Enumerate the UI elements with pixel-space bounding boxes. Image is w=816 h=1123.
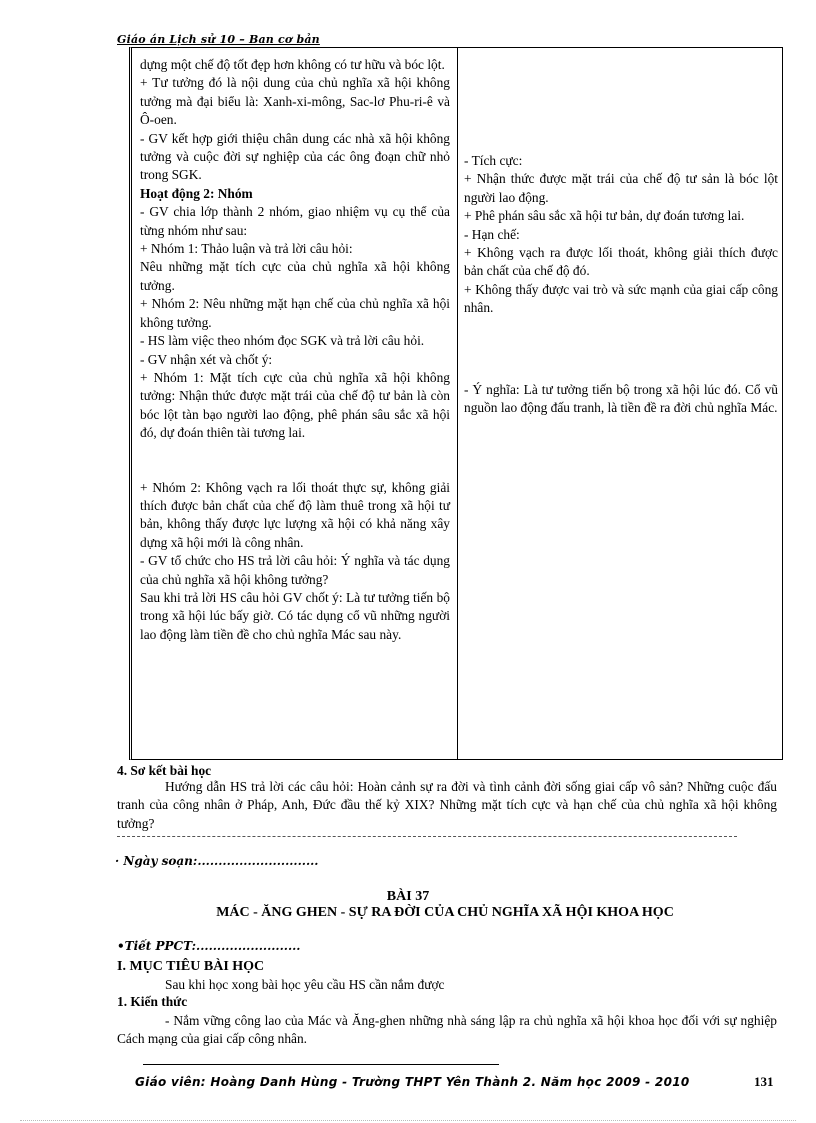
- table-right-item: + Phê phán sâu sắc xã hội tư bản, dự đoán tương lai.: [464, 208, 745, 224]
- lesson-table: [129, 47, 783, 760]
- activity-heading: Hoạt động 2: Nhóm: [140, 185, 253, 201]
- table-right-item: - Tích cực:: [464, 153, 523, 168]
- table-left-item: dựng một chế độ tốt đẹp hơn không có tư hữu và bóc lột.: [140, 57, 445, 72]
- table-right-item: + Nhận thức được mặt trái của chế độ tư sản là bóc lột người lao động.: [464, 171, 778, 205]
- summary-title: 4. Sơ kết bài học: [117, 763, 212, 778]
- table-right-block-meaning: [464, 381, 778, 418]
- objectives-intro: Sau khi học xong bài học yêu cầu HS cần nắm được: [165, 977, 445, 992]
- lesson-number: BÀI 37: [386, 889, 430, 904]
- knowledge-heading: 1. Kiến thức: [117, 994, 188, 1009]
- table-left-item: + Nhóm 1: Thảo luận và trả lời câu hỏi:: [140, 241, 353, 257]
- table-right-item: - Hạn chế:: [464, 226, 520, 242]
- footer-rule: [143, 1064, 499, 1065]
- table-left-item: - GV kết hợp giới thiệu chân dung các nhà xã hội không tưởng và cuộc đời sự nghiệp của các ông đoạn chữ nhỏ trong SGK.: [140, 130, 450, 183]
- table-left-item: - GV nhận xét và chốt ý:: [140, 351, 273, 367]
- summary-text: [117, 778, 777, 833]
- table-left-item: - HS làm việc theo nhóm đọc SGK và trả lời câu hỏi.: [140, 333, 425, 349]
- page-number: 131: [754, 1074, 774, 1089]
- table-left-item: Sau khi trả lời HS câu hỏi GV chốt ý: Là tư tưởng tiến bộ trong xã hội lúc bấy giờ. Có tác dụng cổ vũ những người lao động làm tiền đề cho chủ nghĩa Mác sau này.: [140, 589, 450, 642]
- page-header: Giáo án Lịch sử 10 – Ban cơ bản: [117, 33, 320, 46]
- knowledge-body: - Nắm vững công lao của Mác và Ăng-ghen những nhà sáng lập ra chủ nghĩa xã hội khoa học đối với sự nghiệp Cách mạng của giai cấp công nhân.: [117, 1013, 777, 1047]
- table-right-item: + Không thấy được vai trò và sức mạnh của giai cấp công nhân.: [464, 281, 778, 316]
- table-left-gap: [140, 443, 450, 479]
- knowledge-text: [117, 1012, 777, 1049]
- table-right-item: + Không vạch ra được lối thoát, không giải thích được bản chất của chế độ đó.: [464, 245, 778, 279]
- table-left-item: - GV chia lớp thành 2 nhóm, giao nhiệm vụ cụ thể của từng nhóm như sau:: [140, 204, 450, 238]
- lesson-title: MÁC - ĂNG GHEN - SỰ RA ĐỜI CỦA CHỦ NGHĨA XÃ HỘI KHOA HỌC: [216, 905, 674, 920]
- table-right-block-assessment: [464, 152, 778, 318]
- summary-body: Hướng dẫn HS trả lời các câu hỏi: Hoàn cảnh sự ra đời và tình cảnh đời sống giai cấp vô sản? Những cuộc đấu tranh của công nhân ở Pháp, Anh, Đức đầu thế kỷ XIX? Những mặt tích cực và hạn chế của chủ nghĩa xã hội không tưởng?: [117, 779, 777, 831]
- table-left-item: + Nhóm 2: Không vạch ra lối thoát thực sự, không giải thích được bản chất của chế độ làm thuê trong xã hội tư bản, không thấy được lực lượng xã hội có khả năng xây dựng xã hội mới là công nhân.: [140, 479, 450, 550]
- date-line: · Ngày soạn:.............................: [115, 854, 319, 868]
- table-left-column: [140, 56, 450, 644]
- table-right-item: - Ý nghĩa: Là tư tưởng tiến bộ trong xã hội lúc đó. Cổ vũ nguồn lao động đấu tranh, là tiền đề ra đời chủ nghĩa Mác.: [464, 382, 778, 416]
- page-bottom-border: [20, 1120, 796, 1121]
- table-left-item: + Tư tưởng đó là nội dung của chủ nghĩa xã hội không tưởng mà đại biểu là: Xanh-xi-mông, Sac-lơ Phu-ri-ê và Ô-oen.: [140, 75, 450, 128]
- objectives-heading: I. MỤC TIÊU BÀI HỌC: [117, 959, 265, 974]
- table-column-divider: [457, 48, 458, 759]
- table-left-item: - GV tổ chức cho HS trả lời câu hỏi: Ý nghĩa và tác dụng của chủ nghĩa xã hội không tưởng?: [140, 553, 450, 587]
- section-separator: [117, 836, 737, 837]
- period-line: •Tiết PPCT:.........................: [117, 939, 301, 953]
- table-left-item: Nêu những mặt tích cực của chủ nghĩa xã hội không tưởng.: [140, 259, 450, 293]
- table-left-item: + Nhóm 1: Mặt tích cực của chủ nghĩa xã hội không tưởng: Nhận thức được mặt trái của chế độ tư bản là còn bóc lột tàn bạo người lao động, phê phán sâu sắc xã hội đó, dự đoán thiên tài tương lai.: [140, 369, 450, 441]
- page-footer: Giáo viên: Hoàng Danh Hùng - Trường THPT Yên Thành 2. Năm học 2009 - 2010: [135, 1075, 690, 1089]
- table-left-item: + Nhóm 2: Nêu những mặt hạn chế của chủ nghĩa xã hội không tưởng.: [140, 296, 450, 330]
